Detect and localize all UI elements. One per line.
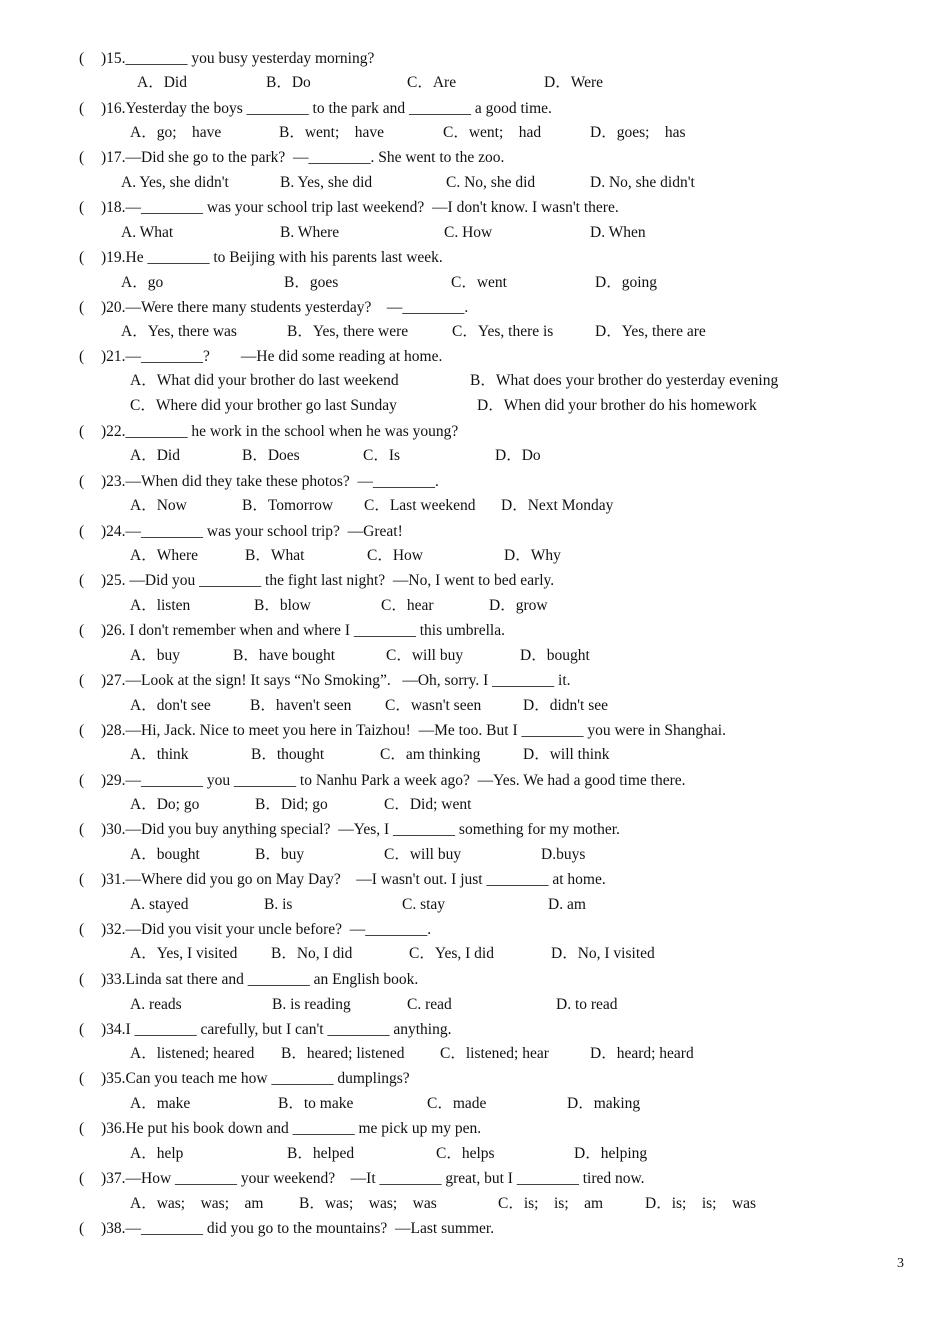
option-d[interactable]: D．going bbox=[595, 274, 658, 291]
answer-blank[interactable]: ( bbox=[79, 149, 85, 166]
option-c[interactable]: C. How bbox=[444, 224, 493, 241]
question-28: ( )28.—Hi, Jack. Nice to meet you here in Taizhou! —Me too. But I ________ you were in Shanghai. bbox=[79, 722, 726, 739]
question-32: ( )32.—Did you visit your uncle before? —________. bbox=[79, 921, 432, 938]
option-d[interactable]: D．is; is; was bbox=[645, 1195, 757, 1212]
option-a[interactable]: A. Yes, she didn't bbox=[121, 174, 229, 191]
answer-blank[interactable]: ( bbox=[79, 672, 85, 689]
question-35: ( )35.Can you teach me how ________ dumplings? bbox=[79, 1070, 410, 1087]
answer-blank[interactable]: ( bbox=[79, 722, 85, 739]
question-36: ( )36.He put his book down and ________ me pick up my pen. bbox=[79, 1120, 482, 1137]
answer-blank[interactable]: ( bbox=[79, 921, 85, 938]
option-a[interactable]: A．think bbox=[130, 746, 189, 763]
option-d[interactable]: D．bought bbox=[520, 647, 590, 664]
option-a[interactable]: A．Yes, I visited bbox=[130, 945, 238, 962]
option-d[interactable]: D. am bbox=[548, 896, 586, 913]
answer-blank[interactable]: ( bbox=[79, 100, 85, 117]
option-b[interactable]: B．to make bbox=[278, 1095, 354, 1112]
answer-blank[interactable]: ( bbox=[79, 1120, 85, 1137]
option-b[interactable]: B．Does bbox=[242, 447, 300, 464]
question-23: ( )23.—When did they take these photos? —________. bbox=[79, 473, 439, 490]
option-a[interactable]: A. stayed bbox=[130, 896, 189, 913]
option-c[interactable]: C．Last weekend bbox=[364, 497, 476, 514]
answer-blank[interactable]: ( bbox=[79, 1021, 85, 1038]
option-d[interactable]: D．When did your brother do his homework bbox=[477, 397, 757, 414]
option-a[interactable]: A．Where bbox=[130, 547, 198, 564]
question-22: ( )22.________ he work in the school when he was young? bbox=[79, 423, 459, 440]
option-b[interactable]: B. Where bbox=[280, 224, 340, 241]
option-d[interactable]: D．Were bbox=[544, 74, 604, 91]
question-24: ( )24.—________ was your school trip? —Great! bbox=[79, 523, 403, 540]
option-c[interactable]: C．Is bbox=[363, 447, 401, 464]
answer-blank[interactable]: ( bbox=[79, 423, 85, 440]
page-number: 3 bbox=[897, 1256, 904, 1271]
option-b[interactable]: B．went; have bbox=[279, 124, 385, 141]
option-d[interactable]: D．grow bbox=[489, 597, 548, 614]
option-a[interactable]: A．listen bbox=[130, 597, 191, 614]
answer-blank[interactable]: ( bbox=[79, 971, 85, 988]
question-31: ( )31.—Where did you go on May Day? —I wasn't out. I just ________ at home. bbox=[79, 871, 606, 888]
option-a[interactable]: A．make bbox=[130, 1095, 191, 1112]
option-a[interactable]: A．was; was; am bbox=[130, 1195, 264, 1212]
option-b[interactable]: B．buy bbox=[255, 846, 305, 863]
option-b[interactable]: B. is bbox=[264, 896, 293, 913]
option-d[interactable]: D．goes; has bbox=[590, 124, 686, 141]
answer-blank[interactable]: ( bbox=[79, 299, 85, 316]
option-a[interactable]: A. What bbox=[121, 224, 174, 241]
option-a[interactable]: A．go bbox=[121, 274, 164, 291]
question-25: ( )25. —Did you ________ the fight last night? —No, I went to bed early. bbox=[79, 572, 555, 589]
question-27: ( )27.—Look at the sign! It says “No Smoking”. —Oh, sorry. I ________ it. bbox=[79, 672, 571, 689]
answer-blank[interactable]: ( bbox=[79, 249, 85, 266]
option-d[interactable]: D．didn't see bbox=[523, 697, 609, 714]
question-26: ( )26. I don't remember when and where I ________ this umbrella. bbox=[79, 622, 505, 639]
option-a[interactable]: A．buy bbox=[130, 647, 180, 664]
option-d[interactable]: D．will think bbox=[523, 746, 610, 763]
option-a[interactable]: A. reads bbox=[130, 996, 182, 1013]
question-17: ( )17.—Did she go to the park? —________. She went to the zoo. bbox=[79, 149, 505, 166]
option-c[interactable]: C. No, she did bbox=[446, 174, 536, 191]
option-a[interactable]: A．help bbox=[130, 1145, 184, 1162]
option-a[interactable]: A．Did bbox=[130, 447, 180, 464]
option-d[interactable]: D．No, I visited bbox=[551, 945, 655, 962]
question-15: ( )15.________ you busy yesterday morning? bbox=[79, 50, 375, 67]
option-c[interactable]: C．helps bbox=[436, 1145, 495, 1162]
question-18: ( )18.—________ was your school trip last weekend? —I don't know. I wasn't there. bbox=[79, 199, 619, 216]
option-b[interactable]: B．Do bbox=[266, 74, 311, 91]
option-b[interactable]: B．What does your brother do yesterday evening bbox=[470, 372, 779, 389]
option-b[interactable]: B．heared; listened bbox=[281, 1045, 405, 1062]
answer-blank[interactable]: ( bbox=[79, 523, 85, 540]
answer-blank[interactable]: ( bbox=[79, 871, 85, 888]
option-d[interactable]: D．heard; heard bbox=[590, 1045, 694, 1062]
option-a[interactable]: A．What did your brother do last weekend bbox=[130, 372, 399, 389]
question-33: ( )33.Linda sat there and ________ an English book. bbox=[79, 971, 419, 988]
option-d[interactable]: D. When bbox=[590, 224, 646, 241]
option-b[interactable]: B．helped bbox=[287, 1145, 355, 1162]
option-a[interactable]: A．listened; heared bbox=[130, 1045, 255, 1062]
option-b[interactable]: B. is reading bbox=[272, 996, 351, 1013]
answer-blank[interactable]: ( bbox=[79, 199, 85, 216]
question-16: ( )16.Yesterday the boys ________ to the park and ________ a good time. bbox=[79, 100, 552, 117]
option-c[interactable]: C．How bbox=[367, 547, 423, 564]
answer-blank[interactable]: ( bbox=[79, 1070, 85, 1087]
option-d[interactable]: D．making bbox=[567, 1095, 641, 1112]
answer-blank[interactable]: ( bbox=[79, 572, 85, 589]
option-c[interactable]: C．am thinking bbox=[380, 746, 481, 763]
question-38: ( )38.—________ did you go to the mountains? —Last summer. bbox=[79, 1220, 495, 1237]
option-b[interactable]: B. Yes, she did bbox=[280, 174, 373, 191]
option-c[interactable]: C. read bbox=[407, 996, 452, 1013]
option-d[interactable]: D．helping bbox=[574, 1145, 648, 1162]
answer-blank[interactable]: ( bbox=[79, 50, 85, 67]
option-b[interactable]: B．was; was; was bbox=[299, 1195, 437, 1212]
answer-blank[interactable]: ( bbox=[79, 348, 85, 365]
option-c[interactable]: C．Are bbox=[407, 74, 457, 91]
option-d[interactable]: D．Next Monday bbox=[501, 497, 614, 514]
option-d[interactable]: D. to read bbox=[556, 996, 618, 1013]
option-c[interactable]: C. stay bbox=[402, 896, 446, 913]
option-b[interactable]: B．Did; go bbox=[255, 796, 328, 813]
option-a[interactable]: A．Now bbox=[130, 497, 187, 514]
option-b[interactable]: B．blow bbox=[254, 597, 311, 614]
question-21: ( )21.—________? —He did some reading at home. bbox=[79, 348, 443, 365]
answer-blank[interactable]: ( bbox=[79, 622, 85, 639]
option-c[interactable]: C．wasn't seen bbox=[385, 697, 482, 714]
option-b[interactable]: B．thought bbox=[251, 746, 325, 763]
option-d[interactable]: D．Do bbox=[495, 447, 541, 464]
option-c[interactable]: C．hear bbox=[381, 597, 434, 614]
option-c[interactable]: C．listened; hear bbox=[440, 1045, 549, 1062]
option-b[interactable]: B．Tomorrow bbox=[242, 497, 334, 514]
option-d[interactable]: D．Why bbox=[504, 547, 561, 564]
option-c[interactable]: C．Did; went bbox=[384, 796, 472, 813]
option-a[interactable]: A．Yes, there was bbox=[121, 323, 237, 340]
option-b[interactable]: B．What bbox=[245, 547, 305, 564]
option-b[interactable]: B．No, I did bbox=[271, 945, 353, 962]
option-c[interactable]: C．will buy bbox=[384, 846, 462, 863]
answer-blank[interactable]: ( bbox=[79, 1170, 85, 1187]
question-19: ( )19.He ________ to Beijing with his parents last week. bbox=[79, 249, 443, 266]
option-c[interactable]: C．Yes, there is bbox=[452, 323, 554, 340]
question-30: ( )30.—Did you buy anything special? —Yes, I ________ something for my mother. bbox=[79, 821, 620, 838]
question-34: ( )34.I ________ carefully, but I can't ________ anything. bbox=[79, 1021, 452, 1038]
answer-blank[interactable]: ( bbox=[79, 473, 85, 490]
question-20: ( )20.—Were there many students yesterday? —________. bbox=[79, 299, 469, 316]
option-a[interactable]: A．bought bbox=[130, 846, 200, 863]
option-d[interactable]: D. No, she didn't bbox=[590, 174, 695, 191]
option-d[interactable]: D.buys bbox=[541, 846, 586, 863]
option-a[interactable]: A．go; have bbox=[130, 124, 222, 141]
option-c[interactable]: C．went; had bbox=[443, 124, 542, 141]
answer-blank[interactable]: ( bbox=[79, 1220, 85, 1237]
answer-blank[interactable]: ( bbox=[79, 821, 85, 838]
option-c[interactable]: C．Where did your brother go last Sunday bbox=[130, 397, 397, 414]
option-b[interactable]: B．haven't seen bbox=[250, 697, 352, 714]
question-37: ( )37.—How ________ your weekend? —It ________ great, but I ________ tired now. bbox=[79, 1170, 645, 1187]
option-c[interactable]: C．will buy bbox=[386, 647, 464, 664]
option-a[interactable]: A．don't see bbox=[130, 697, 211, 714]
option-c[interactable]: C．went bbox=[451, 274, 507, 291]
option-b[interactable]: B．goes bbox=[284, 274, 339, 291]
option-d[interactable]: D．Yes, there are bbox=[595, 323, 706, 340]
option-a[interactable]: A．Do; go bbox=[130, 796, 200, 813]
question-29: ( )29.—________ you ________ to Nanhu Park a week ago? —Yes. We had a good time there. bbox=[79, 772, 686, 789]
option-a[interactable]: A．Did bbox=[137, 74, 187, 91]
option-b[interactable]: B．Yes, there were bbox=[287, 323, 409, 340]
option-c[interactable]: C．made bbox=[427, 1095, 487, 1112]
option-c[interactable]: C．Yes, I did bbox=[409, 945, 494, 962]
option-c[interactable]: C．is; is; am bbox=[498, 1195, 604, 1212]
option-b[interactable]: B．have bought bbox=[233, 647, 336, 664]
answer-blank[interactable]: ( bbox=[79, 772, 85, 789]
